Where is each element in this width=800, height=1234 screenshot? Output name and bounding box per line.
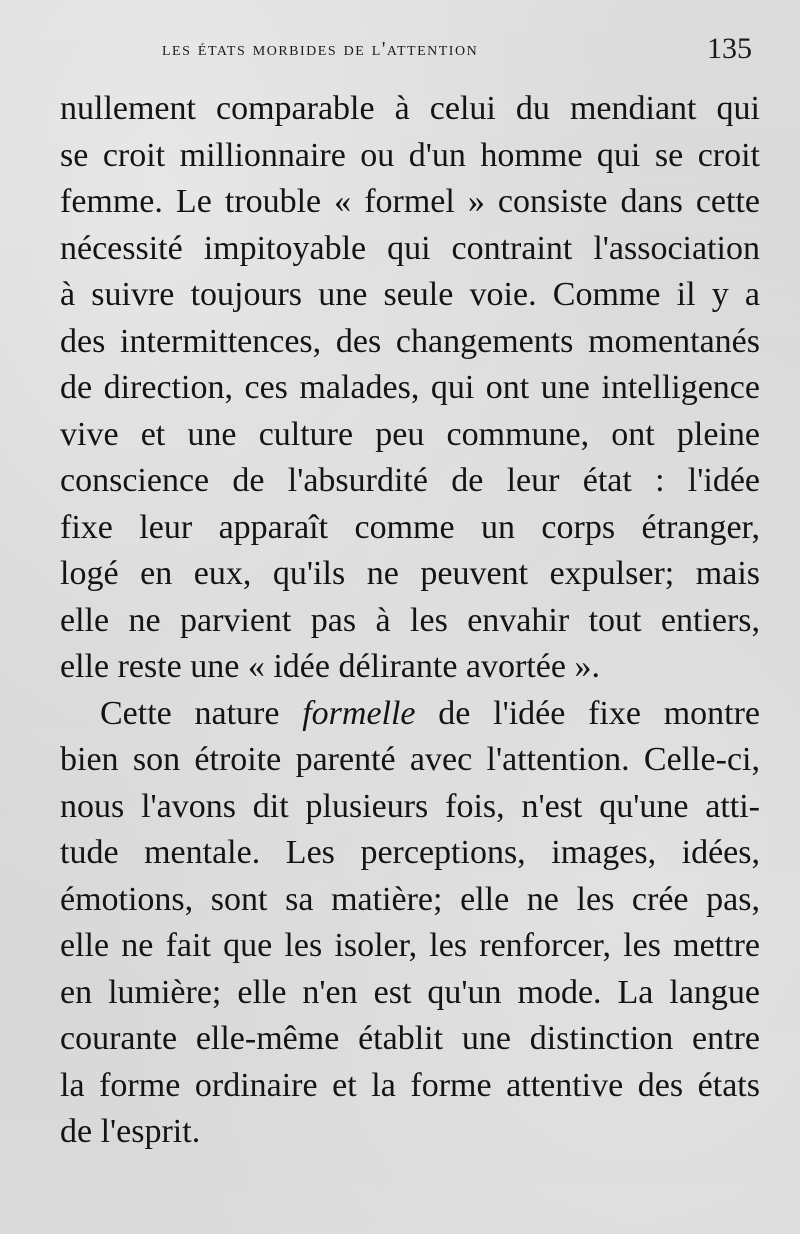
text-line: elle ne parvient pas à les envahir tout entiers,	[60, 601, 760, 639]
text-line: de l'esprit.	[60, 1113, 201, 1150]
text-line: des intermittences, des changements momentanés	[60, 322, 760, 360]
text-run: Cette nature	[100, 694, 303, 732]
text-line: la forme ordinaire et la forme attentive des états	[60, 1066, 760, 1104]
text-line: femme. Le trouble « formel » consiste dans cette	[60, 183, 760, 220]
text-line: émotions, sont sa matière; elle ne les crée pas,	[60, 880, 760, 918]
text-line: vive et une culture peu commune, ont pleine	[60, 415, 760, 453]
text-line: elle reste une « idée délirante avortée ».	[60, 648, 600, 685]
italic-term: formelle	[302, 694, 416, 732]
text-line: tude mentale. Les perceptions, images, idées,	[60, 834, 760, 871]
text-line: de direction, ces malades, qui ont une intelligence	[60, 369, 760, 406]
text-line: nullement comparable à celui du mendiant qui	[60, 90, 760, 127]
running-title: les états morbides de l'attention	[162, 38, 479, 60]
paragraph-first-line	[60, 691, 760, 738]
text-line: logé en eux, qu'ils ne peuvent expulser; mais	[60, 555, 760, 592]
body-text	[60, 86, 760, 1156]
text-line: fixe leur apparaît comme un corps étranger,	[60, 508, 760, 546]
text-line: en lumière; elle n'en est qu'un mode. La langue	[60, 973, 760, 1011]
text-line: se croit millionnaire ou d'un homme qui se croit	[60, 136, 760, 174]
text-line: à suivre toujours une seule voie. Comme il y a	[60, 276, 760, 313]
running-head	[150, 32, 760, 72]
text-line: conscience de l'absurdité de leur état : l'idée	[60, 462, 760, 499]
page-number: 135	[707, 32, 752, 65]
text-line: courante elle-même établit une distinction entre	[60, 1020, 760, 1057]
text-run: de l'idée fixe montre	[415, 694, 760, 732]
text-line: nous l'avons dit plusieurs fois, n'est qu'une atti-	[60, 787, 760, 825]
text-line: nécessité impitoyable qui contraint l'association	[60, 229, 760, 267]
text-line: elle ne fait que les isoler, les renforcer, les mettre	[60, 927, 760, 964]
text-line: bien son étroite parenté avec l'attention. Celle-ci,	[60, 741, 760, 778]
